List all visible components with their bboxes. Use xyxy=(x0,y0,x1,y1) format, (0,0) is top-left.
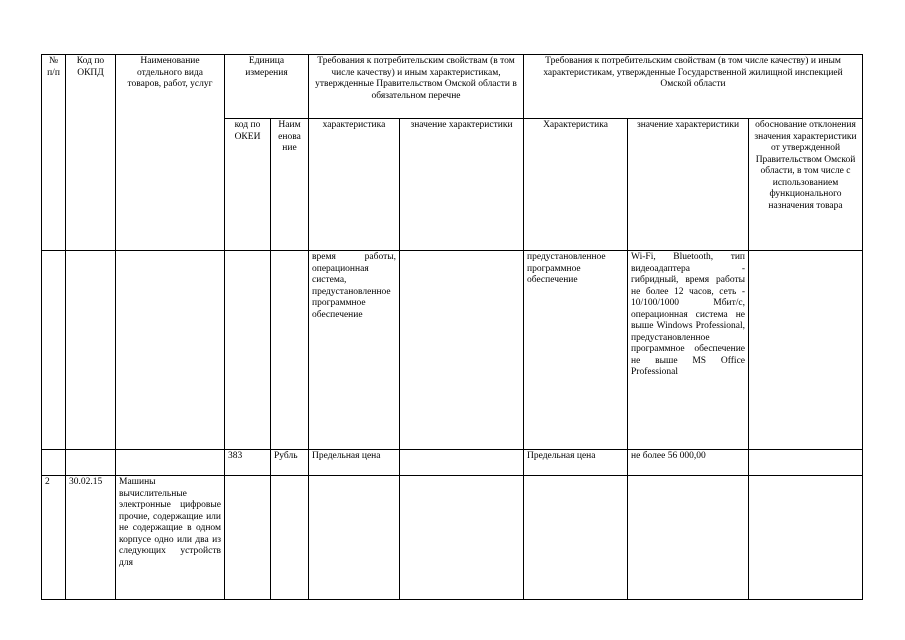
header-name: Наименование отдельного вида товаров, работ, услуг xyxy=(116,55,225,251)
header-okei: код по ОКЕИ xyxy=(225,119,271,251)
header-char-gov: характеристика xyxy=(309,119,400,251)
table-row xyxy=(42,251,863,450)
row1-char-gov: время работы, операционная система, предустановленное программное обеспечение xyxy=(309,251,400,450)
header-unit-name: Наим енова ние xyxy=(271,119,309,251)
header-unit: Единица измерения xyxy=(225,55,309,119)
row1-val-insp: Wi-Fi, Bluetooth, тип видеоадаптера - гибридный, время работы не более 12 часов, сеть - 10/100/1000 Мбит/с, операционная система не выше Windows Professional, предустановленное программное обеспечение не выше MS Office Professional xyxy=(628,251,749,450)
row3-name: Машины вычислительные электронные цифровые прочие, содержащие или не содержащие в одном корпусе одно или два из следующих устройств для xyxy=(116,476,225,600)
header-req-insp: Требования к потребительским свойствам (в том числе качеству) и иным характеристикам, утвержденные Государственной жилищной инспекцией Омской области xyxy=(524,55,863,119)
header-justification: обоснование отклонения значения характеристики от утвержденной Правительством Омской области, в том числе с использованием функционального назначения товара xyxy=(749,119,863,251)
requirements-table xyxy=(41,54,863,600)
header-char-insp: Характеристика xyxy=(524,119,628,251)
header-req-gov: Требования к потребительским свойствам (в том числе качеству) и иным характеристикам, утвержденные Правительством Омской области в обязательном перечне xyxy=(309,55,524,119)
header-okpd: Код по ОКПД xyxy=(66,55,116,251)
row2-char-insp: Предельная цена xyxy=(524,450,628,476)
row2-unit-name: Рубль xyxy=(271,450,309,476)
row3-num: 2 xyxy=(42,476,66,600)
row3-okpd: 30.02.15 xyxy=(66,476,116,600)
header-num: № п/п xyxy=(42,55,66,251)
row2-val-insp: не более 56 000,00 xyxy=(628,450,749,476)
header-val-insp: значение характеристики xyxy=(628,119,749,251)
table-row xyxy=(42,476,863,600)
row2-okei: 383 xyxy=(225,450,271,476)
header-val-gov: значение характеристики xyxy=(400,119,524,251)
row2-char-gov: Предельная цена xyxy=(309,450,400,476)
table-row xyxy=(42,450,863,476)
row1-char-insp: предустановленное программное обеспечение xyxy=(524,251,628,450)
